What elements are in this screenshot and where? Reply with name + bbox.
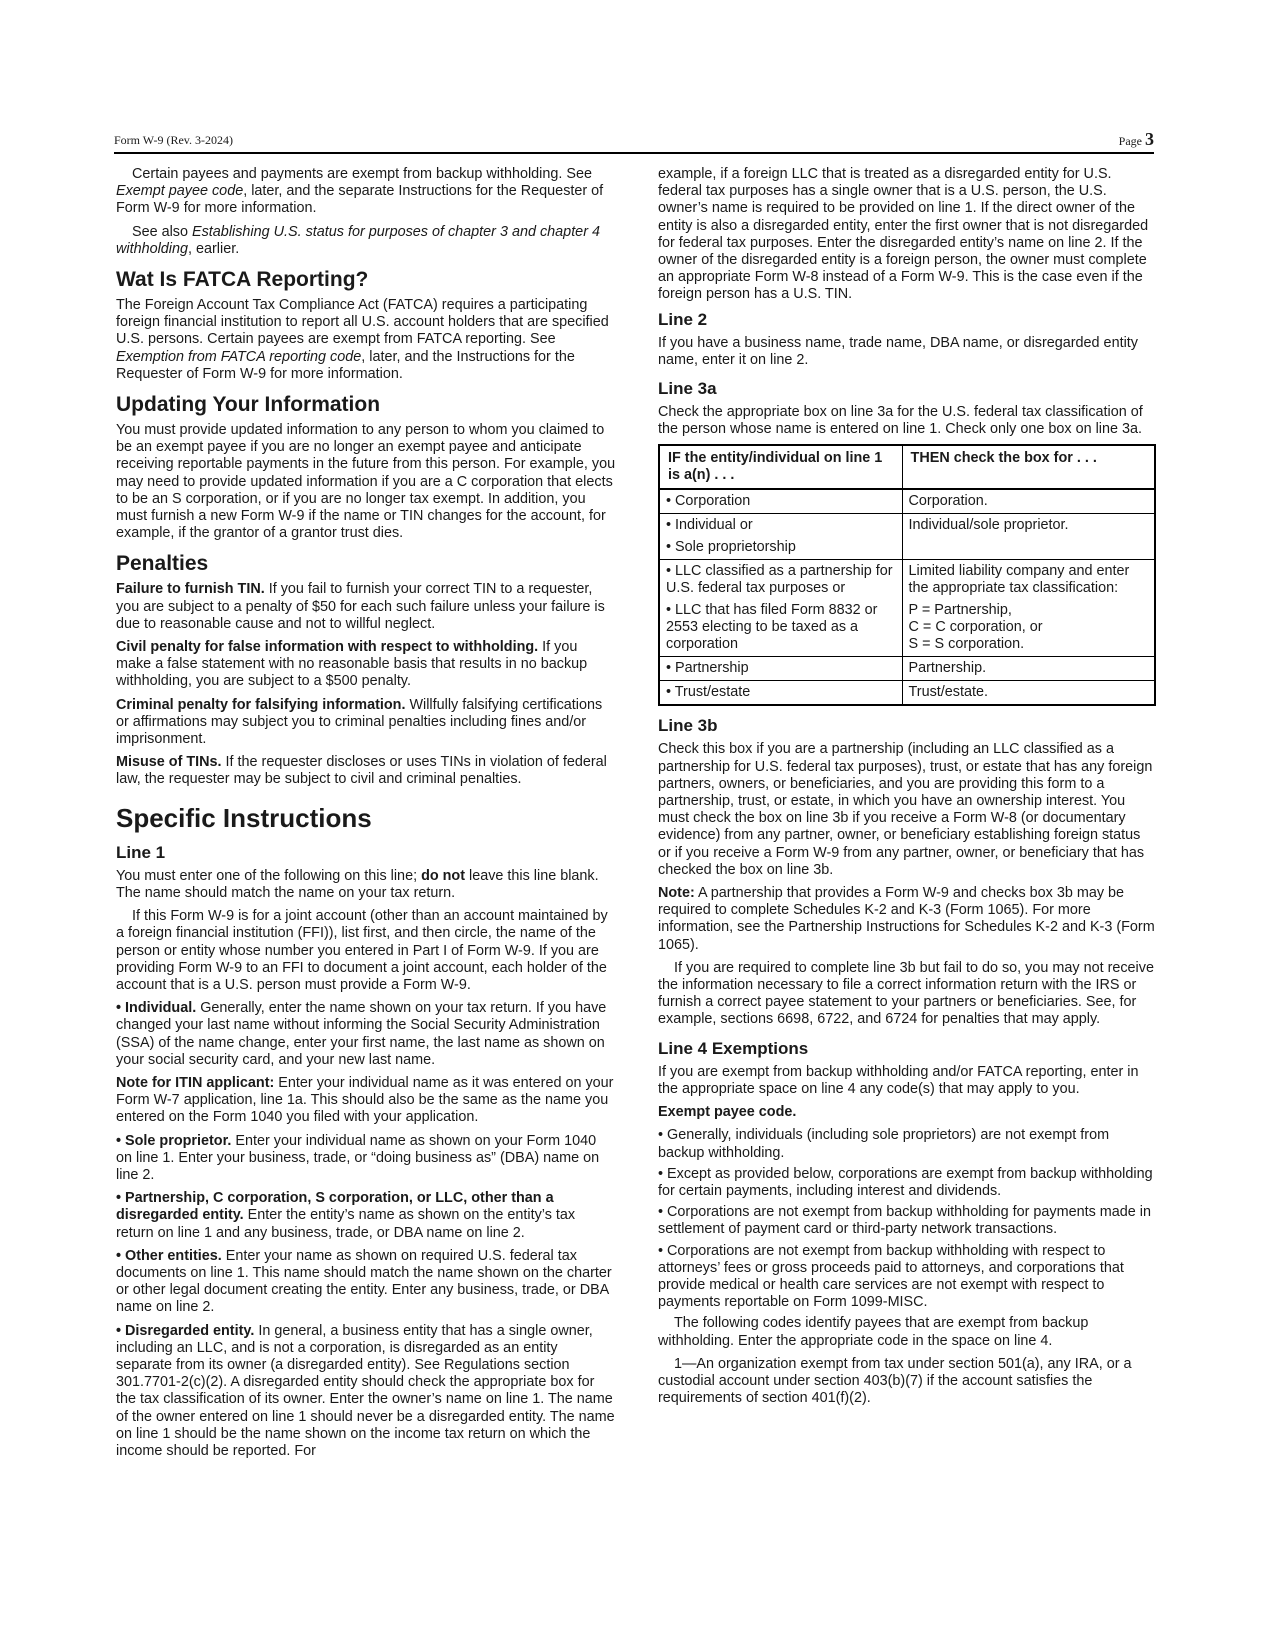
list-item: • Corporations are not exempt from backup withholding with respect to attorneys’ fees or gross proceeds paid to attorneys, and corporations that provide medical or health care services are not exempt with respect to payments reportable on Form 1099-MISC.: [658, 1242, 1124, 1311]
table-header-row: [659, 445, 1155, 489]
page-header: [114, 128, 1154, 154]
table-cell: • Corporation: [659, 489, 902, 514]
heading-line-4: Line 4 Exemptions: [658, 1038, 809, 1058]
subheading-exempt-payee-code: Exempt payee code.: [658, 1104, 797, 1121]
paragraph: Check this box if you are a partnership (including an LLC classified as a partnership for U.S. federal tax purposes), trust, or estate that has any foreign partners, owners, or beneficiaries, and you are providing this form to a partnership, trust, or estate, in which you have an ownership interest. You must check the box on line 3b if you receive a Form W-8 (or documentary evidence) from any partner, owner, or beneficiary establishing foreign status or if you receive a Form W-9 from any partner, owner, or beneficiary that has checked the box on line 3b.: [658, 741, 1153, 878]
heading-updating: Updating Your Information: [116, 393, 381, 417]
paragraph: • Partnership, C corporation, S corporation, or LLC, other than a disregarded entity. Enter the entity’s name as shown on the entity’s tax return on line 1 and any business, trade, or DBA name on line 2.: [116, 1190, 576, 1241]
page-number-value: 3: [1145, 129, 1154, 149]
table-row: [659, 560, 1155, 657]
paragraph: Civil penalty for false information with respect to withholding. If you make a false statement with no reasonable basis that results in no backup withholding, you are subject to a $500 penalty.: [116, 639, 588, 690]
table-cell: • LLC classified as a partnership for U.S. federal tax purposes or • LLC that has filed Form 8832 or 2553 electing to be taxed as a corporation: [659, 560, 902, 657]
paragraph: See also Establishing U.S. status for purposes of chapter 3 and chapter 4 withholding, earlier.: [116, 223, 600, 257]
list-item: • Except as provided below, corporations are exempt from backup withholding for certain payments, including interest and dividends.: [658, 1165, 1153, 1199]
paragraph: Note: A partnership that provides a Form W-9 and checks box 3b may be required to complete Schedules K-2 and K-3 (Form 1065). For more information, see the Partnership Instructions for Schedules K-2 and K-3 (Form 1065).: [658, 885, 1155, 953]
table-row: [659, 681, 1155, 706]
paragraph: The following codes identify payees that are exempt from backup withholding. Enter the appropriate code in the space on line 4.: [658, 1315, 1089, 1349]
table-cell: • Trust/estate: [659, 681, 902, 706]
heading-line-3b: Line 3b: [658, 716, 718, 736]
paragraph: You must enter one of the following on this line; do not leave this line blank. The name should match the name on your tax return.: [116, 867, 599, 901]
heading-penalties: Penalties: [116, 552, 209, 576]
table-row: [659, 657, 1155, 681]
paragraph: • Sole proprietor. Enter your individual name as shown on your Form 1040 on line 1. Enter your business, trade, or “doing business as” (DBA) name on line 2.: [116, 1132, 600, 1183]
paragraph: Misuse of TINs. If the requester discloses or uses TINs in violation of federal law, the requester may be subject to civil and criminal penalties.: [116, 754, 607, 788]
table-cell: • Partnership: [659, 657, 902, 681]
heading-line-3a: Line 3a: [658, 379, 717, 399]
heading-specific-instructions: Specific Instructions: [116, 802, 372, 833]
paragraph: If you are required to complete line 3b but fail to do so, you may not receive the information necessary to file a correct information return with the IRS or furnish a correct payee statement to your partners or beneficiaries. See, for example, sections 6698, 6722, and 6724 for penalties that may apply.: [658, 959, 1154, 1028]
paragraph: Certain payees and payments are exempt from backup withholding. See Exempt payee code, later, and the separate Instructions for the Requester of Form W-9 for more information.: [116, 166, 604, 217]
table-cell: Corporation.: [902, 489, 1155, 514]
table-row: [659, 489, 1155, 514]
paragraph: You must provide updated information to any person to whom you claimed to be an exempt payee if you are no longer an exempt payee and anticipate receiving reportable payments in the future from this person. For example, you may need to provide updated information if you are a C corporation that elects to be an S corporation, or if you are no longer tax exempt. In addition, you must furnish a new Form W-9 if the name or TIN changes for the account, for example, if the grantor of a grantor trust dies.: [116, 422, 616, 542]
classification-table: [658, 444, 1156, 706]
form-id: Form W-9 (Rev. 3-2024): [114, 133, 233, 147]
paragraph: 1—An organization exempt from tax under section 501(a), any IRA, or a custodial account under section 403(b)(7) if the account satisfies the requirements of section 401(f)(2).: [658, 1355, 1132, 1407]
left-column: [116, 166, 616, 1466]
paragraph: If you are exempt from backup withholding and/or FATCA reporting, enter in the appropriate space on line 4 any code(s) that may apply to you.: [658, 1063, 1139, 1097]
paragraph: example, if a foreign LLC that is treated as a disregarded entity for U.S. federal tax purposes has a single owner that is a U.S. person, the U.S. owner’s name is required to be provided on line 1. If the direct owner of the entity is also a disregarded entity, enter the first owner that is not disregarded for federal tax purposes. Enter the disregarded entity’s name on line 2. If the owner of the disregarded entity is a foreign person, the owner must complete an appropriate Form W-8 instead of a Form W-9. This is the case even if the foreign person has a U.S. TIN.: [658, 166, 1149, 303]
heading-line-1: Line 1: [116, 842, 166, 862]
paragraph: • Disregarded entity. In general, a business entity that has a single owner, including an LLC, and is not a corporation, is disregarded as an entity separate from its owner (a disregarded entity). See Regulations section 301.7701-2(c)(2). A disregarded entity should check the appropriate box for the tax classification of its owner. Enter the owner’s name on line 1. The name of the owner entered on line 1 should never be a disregarded entity. The name on line 1 should be the name shown on the income tax return on which the income should be reported. For: [116, 1322, 615, 1459]
table-header-cell: IF the entity/individual on line 1 is a(n) . . .: [659, 445, 902, 489]
list-item: • Corporations are not exempt from backup withholding for payments made in settlement of payment card or third-party network transactions.: [658, 1204, 1151, 1238]
paragraph: Failure to furnish TIN. If you fail to furnish your correct TIN to a requester, you are subject to a penalty of $50 for each such failure unless your failure is due to reasonable cause and not to willful neglect.: [116, 581, 605, 632]
table-row: [659, 514, 1155, 560]
table-cell: Limited liability company and enter the appropriate tax classification: P = Partnership, C = C corporation, or S = S corporation.: [902, 560, 1155, 657]
paragraph: The Foreign Account Tax Compliance Act (FATCA) requires a participating foreign financial institution to report all U.S. account holders that are specified U.S. persons. Certain payees are exempt from FATCA reporting. See Exemption from FATCA reporting code, later, and the Instructions for the Requester of Form W-9 for more information.: [116, 297, 609, 382]
table-cell: • Individual or • Sole proprietorship: [659, 514, 902, 560]
paragraph: If this Form W-9 is for a joint account (other than an account maintained by a foreign financial institution (FFI)), list first, and then circle, the name of the person or entity whose number you entered in Part I of Form W-9. If you are providing Form W-9 to an FFI to document a joint account, each holder of the account that is a U.S. person must provide a Form W-9.: [116, 908, 608, 993]
paragraph: Note for ITIN applicant: Enter your individual name as it was entered on your Form W-7 application, line 1a. This should also be the same as the name you entered on the Form 1040 you filed with your application.: [116, 1074, 614, 1126]
table-cell: Trust/estate.: [902, 681, 1155, 706]
table-cell: Partnership.: [902, 657, 1155, 681]
paragraph: Criminal penalty for falsifying information. Willfully falsifying certifications or affirmations may subject you to criminal penalties including fines and/or imprisonment.: [116, 696, 603, 748]
table-cell: Individual/sole proprietor.: [902, 514, 1155, 560]
paragraph: Check the appropriate box on line 3a for the U.S. federal tax classification of the person whose name is entered on line 1. Check only one box on line 3a.: [658, 404, 1143, 438]
heading-fatca: Wat Is FATCA Reporting?: [116, 268, 369, 292]
right-column: [658, 166, 1156, 1413]
paragraph: • Individual. Generally, enter the name shown on your tax return. If you have changed your last name without informing the Social Security Administration (SSA) of the name change, enter your first name, the last name as shown on your social security card, and your new last name.: [116, 1000, 607, 1068]
table-header-cell: THEN check the box for . . .: [902, 445, 1155, 489]
paragraph: • Other entities. Enter your name as shown on required U.S. federal tax documents on line 1. This name should match the name shown on the charter or other legal document creating the entity. Enter any business, trade, or DBA name on line 2.: [116, 1247, 612, 1316]
list-item: • Generally, individuals (including sole proprietors) are not exempt from backup withholding.: [658, 1127, 1110, 1161]
page-number: Page 3: [1118, 129, 1154, 149]
heading-line-2: Line 2: [658, 309, 708, 329]
paragraph: If you have a business name, trade name, DBA name, or disregarded entity name, enter it on line 2.: [658, 334, 1138, 368]
